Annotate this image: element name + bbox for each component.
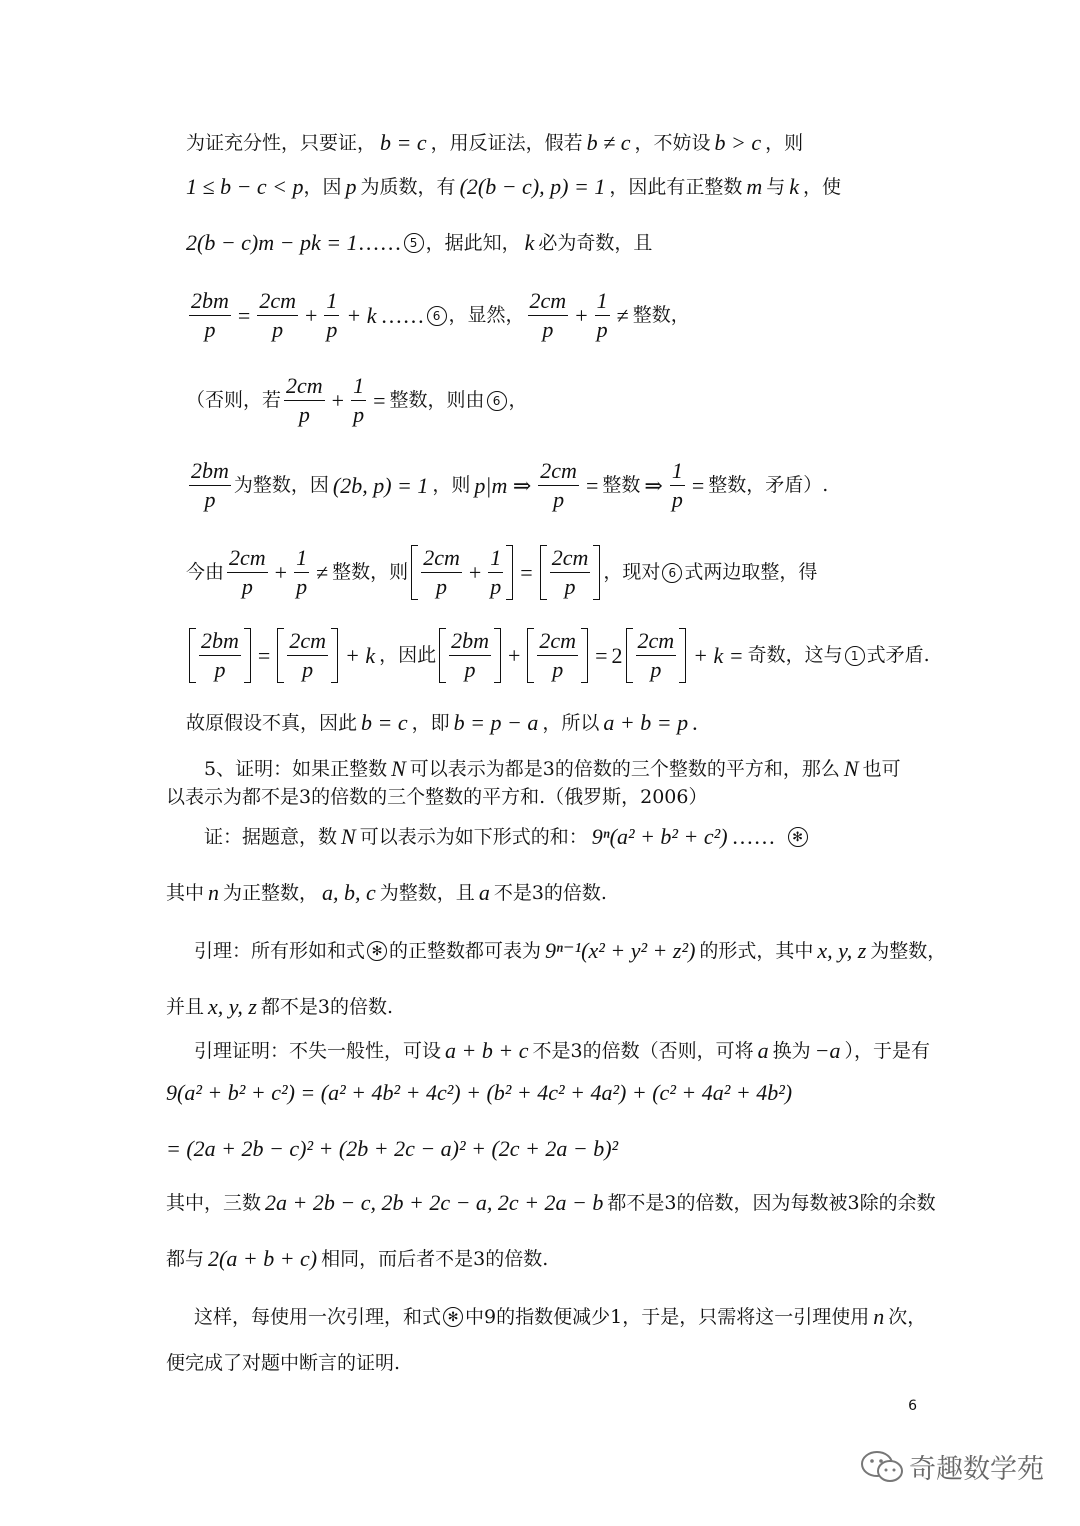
formula: a + b + c (445, 1038, 529, 1063)
text: 不是3的倍数（否则，可将 (532, 1039, 754, 1062)
text: 整数， (632, 304, 690, 326)
equation-line (166, 1082, 792, 1104)
formula: + (575, 302, 588, 328)
text: ），于是有 (844, 1039, 930, 1062)
text-line (166, 1354, 400, 1373)
formula: N (843, 756, 859, 781)
formula: x, y, z (817, 938, 867, 963)
fraction: 2cm p (551, 545, 589, 599)
text: 相同，而后者不是3的倍数. (321, 1247, 549, 1270)
text: 其中，三数 (166, 1191, 262, 1214)
fraction: $\frac{2bm}{p}$ (191, 288, 229, 342)
formula: = (257, 642, 271, 668)
text-line (186, 132, 803, 154)
formula: b > c (714, 130, 762, 155)
formula: 9(a² + b² + c²) = (a² + 4b² + 4c²) + (b² + 4c² + 4a²) + (c² + 4a² + 4b²) (166, 1080, 793, 1105)
text-line (166, 788, 707, 807)
fraction: $\frac{1}{p}$ (596, 288, 608, 342)
formula: k (789, 174, 800, 199)
text-line (186, 375, 528, 426)
formula: (2b, p) = 1 (332, 472, 429, 498)
fraction: $\frac{1}{p}$ (353, 373, 365, 427)
equation-line (166, 1138, 618, 1160)
text-line (186, 545, 817, 600)
formula: 2(b − c)m − pk = 1 (186, 230, 358, 255)
fraction: 2bm p (191, 458, 229, 512)
text: ，因此 (379, 644, 437, 666)
formula: a (478, 880, 490, 905)
floor-bracket (189, 628, 251, 683)
formula: ≠ (616, 302, 629, 328)
text-line (194, 1040, 930, 1062)
text: 引理：所有形如和式 (194, 939, 366, 962)
fraction: $\frac{1}{p}$ (296, 545, 308, 599)
text-line (186, 628, 930, 683)
formula: b = p − a (453, 710, 539, 735)
text: 整数，则由 (389, 389, 485, 411)
text: 都与 (166, 1247, 205, 1270)
text: ，因此有正整数 (609, 175, 743, 198)
text-line (204, 758, 901, 780)
fraction: $\frac{1}{p}$ (490, 545, 502, 599)
text-line (166, 1192, 936, 1214)
text: ，则 (432, 474, 471, 496)
text: ，用反证法，假若 (430, 131, 583, 154)
formula: = (237, 302, 251, 328)
formula: n (873, 1304, 885, 1329)
formula: + k (344, 642, 376, 668)
text-line (166, 996, 393, 1018)
fraction: 2bm p (201, 628, 239, 682)
text: 为整数，因 (233, 474, 329, 496)
floor-bracket (527, 628, 588, 683)
asterisk-marker: ✻ (443, 1307, 463, 1327)
text: 可以表示为都是3的倍数的三个整数的平方和，那么 (409, 757, 840, 780)
formula: n (208, 880, 220, 905)
formula: b = c (361, 710, 408, 735)
circled-number-5: 5 (404, 233, 424, 253)
text: ，使 (803, 175, 842, 198)
formula: (2(b − c), p) = 1 (459, 174, 606, 199)
wechat-icon (859, 1448, 905, 1486)
formula: = (373, 387, 386, 413)
fraction: 2cm p (286, 373, 323, 427)
formula: b ≠ c (586, 130, 631, 155)
formula: 9ⁿ⁻¹(x² + y² + z²) (545, 938, 696, 963)
floor-bracket (439, 628, 501, 683)
fraction: 2cm p (229, 545, 266, 599)
fraction: 2bm p (451, 628, 489, 682)
fraction: 2cm p (423, 545, 460, 599)
formula: = (585, 472, 599, 498)
formula: m (746, 174, 763, 199)
formula: + (331, 387, 345, 413)
text-line (194, 1306, 926, 1328)
text: 式两边取整，得 (684, 561, 818, 583)
formula: + (468, 559, 482, 585)
text-line (166, 1248, 548, 1270)
text: 为整数，且 (379, 881, 475, 904)
floor-bracket (540, 545, 601, 600)
floor-bracket (626, 628, 687, 683)
text: 这样，每使用一次引理，和式 (194, 1305, 442, 1328)
text: 的形式，其中 (699, 939, 814, 962)
formula: x, y, z (208, 994, 257, 1019)
text: 奇数，这与 (747, 644, 843, 666)
text-line (186, 176, 841, 198)
formula: + (274, 559, 288, 585)
text: 为证充分性，只要证， (186, 131, 377, 154)
text: 5、证明：如果正整数 (204, 757, 388, 780)
text: 为质数，有 (360, 175, 456, 198)
text: 以表示为都不是3的倍数的三个整数的平方和.（俄罗斯，2006） (166, 786, 708, 808)
formula: = (520, 559, 533, 585)
text: 可以表示为如下形式的和： (359, 825, 588, 848)
asterisk-marker: ✻ (788, 827, 808, 847)
formula: 2a + 2b − c, 2b + 2c − a, 2c + 2a − b (265, 1190, 604, 1215)
text: 都不是3的倍数. (260, 995, 394, 1018)
formula: N (391, 756, 406, 781)
formula: a (757, 1038, 769, 1063)
text: 式矛盾. (866, 644, 930, 666)
fraction: 2cm p (637, 628, 675, 682)
fraction: 2cm p (529, 288, 567, 342)
text-line (194, 940, 946, 962)
ellipsis: …… (357, 230, 402, 255)
fraction: $\frac{1}{p}$ (326, 288, 338, 342)
text: 整数，则 (332, 561, 409, 583)
formula: . (692, 710, 698, 735)
text: （否则，若 (186, 389, 282, 411)
text: 换为 (772, 1039, 811, 1062)
formula: a, b, c (322, 880, 376, 905)
formula: 2(a + b + c) (208, 1246, 318, 1271)
text-line (204, 826, 810, 848)
text: 证：据题意，数 (204, 825, 338, 848)
fraction: 2cm p (289, 628, 326, 682)
floor-bracket (277, 628, 338, 683)
text: 并且 (166, 995, 205, 1018)
text: ，显然， (448, 304, 525, 326)
watermark-label: 奇趣数学苑 (909, 1454, 1044, 1485)
formula: + k = (693, 642, 744, 668)
formula: −a (814, 1038, 841, 1063)
text: ，则 (765, 131, 804, 154)
formula: + (304, 302, 318, 328)
text-line (186, 232, 652, 254)
formula: ⇒ (644, 472, 663, 498)
formula: = (691, 472, 705, 498)
fraction: $\frac{2cm}{p}$ (540, 458, 577, 512)
text: 中9的指数便减少1，于是，只需将这一引理使用 (465, 1305, 870, 1328)
text: 不是3的倍数. (493, 881, 607, 904)
text: 整数，矛盾）. (708, 474, 829, 496)
ellipsis: …… (380, 302, 425, 328)
formula: N (341, 824, 356, 849)
formula: + k (346, 302, 377, 328)
circled-number-6: 6 (427, 306, 447, 326)
text: 与 (766, 175, 786, 198)
formula: 1 ≤ b − c < p (186, 174, 304, 199)
formula: a + b = p (603, 710, 689, 735)
fraction: 2cm p (539, 628, 577, 682)
formula: k (524, 230, 535, 255)
text-line (186, 460, 828, 511)
text: 为正整数， (223, 881, 319, 904)
text: 整数 (602, 474, 641, 496)
text: 的正整数都可表为 (389, 939, 542, 962)
asterisk-marker: ✻ (367, 941, 387, 961)
formula: p|m ⇒ (474, 472, 532, 498)
circled-number-1: 1 (845, 646, 865, 666)
formula: ≠ (316, 559, 329, 585)
circled-number-6: 6 (662, 563, 682, 583)
text-line (166, 882, 607, 904)
fraction: $\frac{1}{p}$ (671, 458, 683, 512)
text: 为整数， (870, 939, 947, 962)
formula: 2 (611, 642, 623, 668)
text: 故原假设不真，因此 (186, 711, 358, 734)
formula: + (508, 642, 521, 668)
text: 都不是3的倍数，因为每数被3除的余数 (607, 1191, 936, 1214)
text: ，因 (303, 175, 342, 198)
text: 引理证明：不失一般性，可设 (194, 1039, 442, 1062)
formula: = (595, 642, 608, 668)
text: ，即 (411, 711, 450, 734)
text: 便完成了对题中断言的证明. (166, 1352, 401, 1374)
text: ，现对 (603, 561, 661, 583)
floor-bracket (411, 545, 513, 600)
text: 必为奇数，且 (538, 231, 653, 254)
ellipsis: …… (731, 824, 776, 849)
text: ，所以 (542, 711, 600, 734)
text: 也可 (862, 757, 901, 780)
text: 其中 (166, 881, 205, 904)
formula: = (2a + 2b − c)² + (2b + 2c − a)² + (2c + 2a − b)² (166, 1136, 619, 1161)
text: ，据此知， (425, 231, 521, 254)
page-number: 6 (908, 1398, 917, 1414)
fraction: $\frac{2cm}{p}$ (259, 288, 296, 342)
formula: 9ⁿ(a² + b² + c²) (591, 824, 728, 849)
text: 今由 (186, 561, 225, 583)
text: ，不妨设 (634, 131, 711, 154)
watermark (859, 1447, 1044, 1486)
text-line (186, 712, 698, 734)
formula: b = c (380, 130, 427, 155)
text-line (186, 290, 690, 341)
circled-number-6: 6 (487, 391, 507, 411)
formula: p (345, 174, 357, 199)
text: ， (508, 389, 528, 411)
text: 次， (888, 1305, 927, 1328)
